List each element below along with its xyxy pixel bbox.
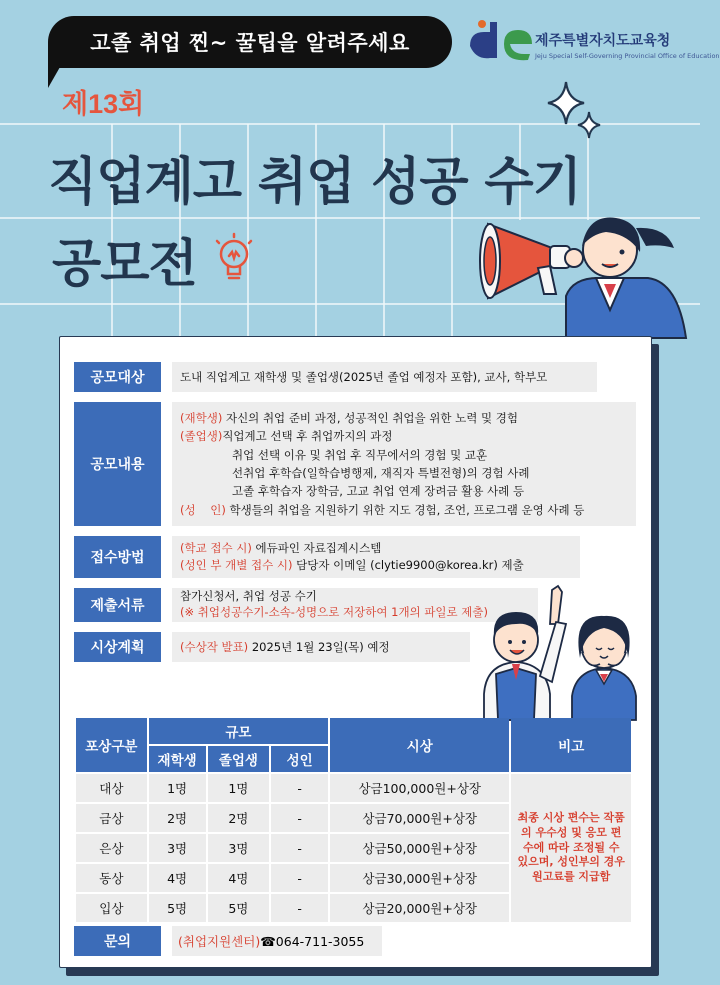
cell-award: 상금20,000원+상장 [330, 894, 509, 922]
cell-category: 금상 [76, 804, 147, 832]
submit-line-adult: (성인 부 개별 접수 시) 담당자 이메일 (clytie9900@korea.kr) 제출 [180, 558, 524, 572]
cell-student: 2명 [149, 804, 206, 832]
header-category: 포상구분 [76, 718, 147, 772]
round-number: 제13회 [62, 89, 145, 119]
students-illustration [476, 584, 646, 720]
documents-line2: (※ 취업성공수기-소속-성명으로 저장하여 1개의 파일로 제출) [180, 605, 489, 619]
cell-adult: - [271, 834, 328, 862]
org-name: 제주특별자치도교육청 [535, 33, 671, 49]
content-line-4: 선취업 후학습(일학습병행제, 재직자 특별전형)의 경험 사례 [232, 466, 530, 480]
cell-award: 상금100,000원+상장 [330, 774, 509, 802]
org-name-en: Jeju Special Self-Governing Provincial Office of Education [535, 52, 720, 60]
submit-line-school: (학교 접수 시) 에듀파인 자료집계시스템 [180, 540, 382, 555]
girl-with-megaphone-illustration [478, 198, 688, 338]
cell-graduate: 3명 [208, 834, 270, 862]
cell-graduate: 5명 [208, 894, 270, 922]
schedule-row [74, 632, 470, 662]
content-line-graduate: (졸업생)직업계고 선택 후 취업까지의 과정 [180, 429, 393, 444]
content-line-adult: (성 인) 학생들의 취업을 지원하기 위한 지도 경험, 조언, 프로그램 운영 사례 등 [180, 502, 585, 517]
content-line-5: 고졸 후학습자 장학금, 고교 취업 연계 장려금 활용 사례 등 [232, 484, 525, 499]
documents-label: 제출서류 [74, 588, 161, 622]
inquiry-label: 문의 [74, 926, 161, 956]
inquiry-value [172, 926, 382, 956]
header-scale: 규모 [149, 718, 328, 744]
cell-category: 대상 [76, 774, 147, 802]
schedule-value: (수상작 발표) 2025년 1월 23일(목) 예정 [172, 632, 470, 662]
content-row [74, 402, 636, 526]
cell-adult: - [271, 804, 328, 832]
subheader-adult: 성인 [271, 746, 328, 772]
cell-student: 4명 [149, 864, 206, 892]
cell-category: 은상 [76, 834, 147, 862]
main-title-line1: 직업계고 취업 성공 수기 [48, 153, 581, 212]
documents-line1: 참가신청서, 취업 성공 수기 [180, 589, 317, 604]
schedule-label: 시상계획 [74, 632, 161, 662]
main-title-line2: 공모전 [52, 235, 197, 294]
cell-note: 최종 시상 편수는 작품의 우수성 및 응모 편수에 따라 조정될 수 있으며, 성인부의 경우 원고료를 지급함 [511, 774, 631, 922]
cell-adult: - [271, 774, 328, 802]
inquiry-tag: (취업지원센터) [178, 934, 261, 949]
table-row [76, 774, 631, 802]
subheader-graduate: 졸업생 [208, 746, 270, 772]
cell-graduate: 2명 [208, 804, 270, 832]
header-note: 비고 [511, 718, 631, 772]
cell-graduate: 1명 [208, 774, 270, 802]
content-line-student: (재학생) 자신의 취업 준비 과정, 성공적인 취업을 위한 노력 및 경험 [180, 410, 519, 425]
cell-category: 동상 [76, 864, 147, 892]
cell-adult: - [271, 894, 328, 922]
cell-student: 3명 [149, 834, 206, 862]
content-value [172, 402, 636, 526]
submit-value [172, 536, 580, 578]
sparkle-icon [576, 110, 602, 140]
cell-award: 상금50,000원+상장 [330, 834, 509, 862]
cell-student: 5명 [149, 894, 206, 922]
target-value [172, 362, 597, 392]
lightbulb-icon [213, 232, 255, 284]
cell-graduate: 4명 [208, 864, 270, 892]
subheader-student: 재학생 [149, 746, 206, 772]
cell-award: 상금30,000원+상장 [330, 864, 509, 892]
content-line-3: 취업 선택 이유 및 취업 후 직무에서의 경험 및 교훈 [232, 447, 488, 462]
cell-award: 상금70,000원+상장 [330, 804, 509, 832]
submit-label: 접수방법 [74, 536, 161, 578]
inquiry-phone: ☎064-711-3055 [260, 933, 365, 949]
cell-category: 입상 [76, 894, 147, 922]
content-label: 공모내용 [74, 402, 161, 526]
submit-row [74, 536, 580, 578]
target-row [74, 362, 597, 392]
cell-adult: - [271, 864, 328, 892]
documents-row [74, 588, 538, 622]
cell-student: 1명 [149, 774, 206, 802]
header-award: 시상 [330, 718, 509, 772]
target-label: 공모대상 [74, 362, 161, 392]
top-banner: 고졸 취업 찐~ 꿀팁을 알려주세요 [48, 16, 452, 68]
prize-table [74, 716, 633, 924]
target-text: 도내 직업계고 재학생 및 졸업생(2025년 졸업 예정자 포함), 교사, 학부모 [180, 369, 548, 384]
